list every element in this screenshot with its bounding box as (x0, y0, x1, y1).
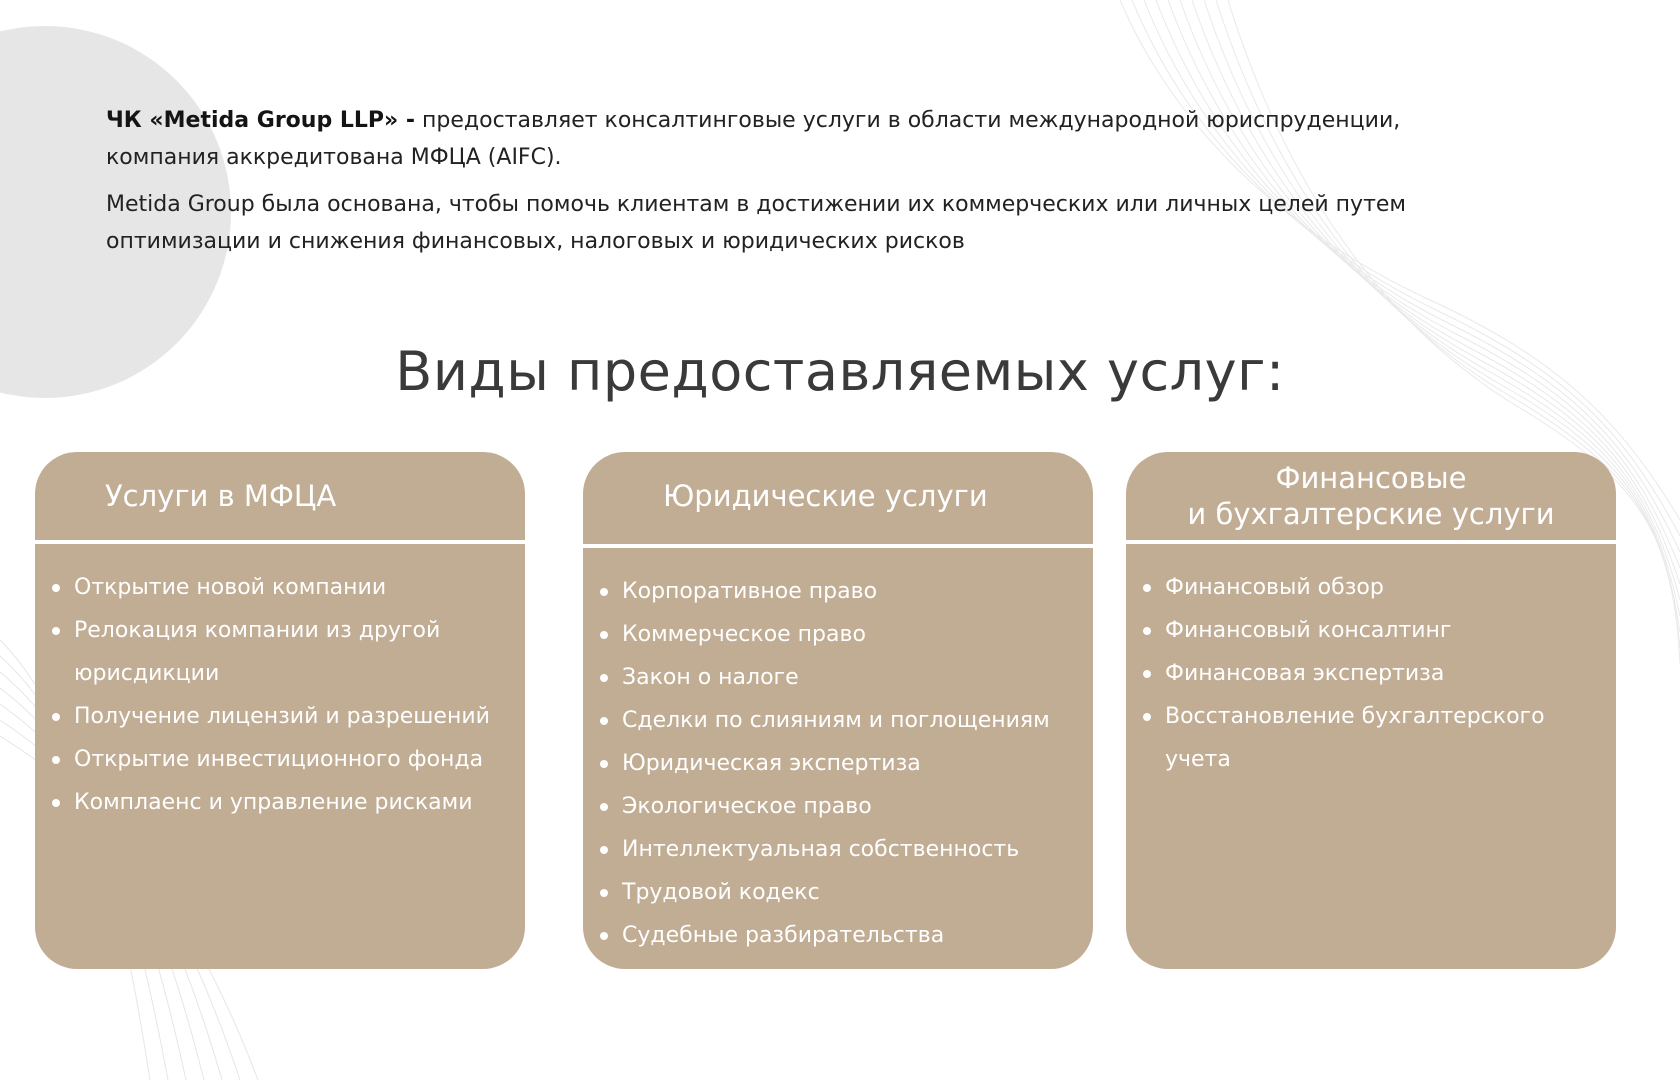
list-item (1126, 695, 1616, 781)
list-item-text: Восстановление бухгалтерского учета (1165, 704, 1545, 772)
bullet-icon (1143, 627, 1151, 635)
list-item-text: Финансовый консалтинг (1165, 618, 1452, 643)
list-item (583, 742, 1093, 785)
list-item-text: Получение лицензий и разрешений (74, 704, 490, 729)
bullet-icon (1143, 670, 1151, 678)
card-title: Услуги в МФЦА (105, 479, 337, 513)
list-item (1126, 652, 1616, 695)
list-item (583, 613, 1093, 656)
list-item (35, 781, 525, 824)
bullet-icon (600, 588, 608, 596)
bullet-icon (600, 803, 608, 811)
intro-paragraph-1 (106, 102, 1426, 176)
bullet-icon (600, 631, 608, 639)
list-item-text: Корпоративное право (622, 579, 878, 604)
list-item (35, 695, 525, 738)
bullet-icon (600, 760, 608, 768)
bullet-icon (1143, 584, 1151, 592)
list-item (583, 699, 1093, 742)
list-item (35, 738, 525, 781)
intro-paragraph-1-text: предоставляет консалтинговые услуги в области международной юриспруденции, компания аккредитована МФЦА (AIFC). (106, 108, 1401, 170)
bullet-icon (600, 889, 608, 897)
list-item-text: Финансовый обзор (1165, 575, 1384, 600)
list-item (583, 828, 1093, 871)
service-list (35, 544, 525, 824)
list-item-text: Финансовая экспертиза (1165, 661, 1445, 686)
list-item (583, 656, 1093, 699)
bullet-icon (52, 627, 60, 635)
card-aifc-services (35, 452, 525, 969)
list-item (583, 871, 1093, 914)
list-item (35, 566, 525, 609)
bullet-icon (600, 674, 608, 682)
list-item-text: Открытие инвестиционного фонда (74, 747, 484, 772)
bullet-icon (52, 713, 60, 721)
card-title: Финансовые и бухгалтерские услуги (1187, 461, 1555, 531)
intro-text (106, 102, 1426, 270)
list-item-text: Закон о налоге (622, 665, 799, 690)
bullet-icon (600, 932, 608, 940)
list-item-text: Трудовой кодекс (622, 880, 820, 905)
card-title: Юридические услуги (663, 479, 988, 513)
list-item (583, 785, 1093, 828)
list-item-text: Комплаенс и управление рисками (74, 790, 473, 815)
list-item-text: Судебные разбирательства (622, 923, 945, 948)
bullet-icon (52, 756, 60, 764)
list-item-text: Экологическое право (622, 794, 872, 819)
company-name: ЧК «Metida Group LLP» - (106, 108, 416, 133)
list-item-text: Релокация компании из другой юрисдикции (74, 618, 441, 686)
services-heading: Виды предоставляемых услуг: (395, 340, 1285, 403)
list-item (583, 914, 1093, 957)
bullet-icon (600, 717, 608, 725)
list-item-text: Сделки по слияниям и поглощениям (622, 708, 1050, 733)
list-item-text: Открытие новой компании (74, 575, 387, 600)
list-item (35, 609, 525, 695)
service-list (1126, 544, 1616, 781)
card-financial-services (1126, 452, 1616, 969)
list-item-text: Юридическая экспертиза (622, 751, 921, 776)
bullet-icon (52, 584, 60, 592)
bullet-icon (52, 799, 60, 807)
list-item (583, 570, 1093, 613)
list-item (1126, 609, 1616, 652)
list-item (1126, 566, 1616, 609)
bullet-icon (1143, 713, 1151, 721)
service-list (583, 548, 1093, 957)
card-legal-services (583, 452, 1093, 969)
bullet-icon (600, 846, 608, 854)
list-item-text: Интеллектуальная собственность (622, 837, 1020, 862)
list-item-text: Коммерческое право (622, 622, 866, 647)
intro-paragraph-2: Metida Group была основана, чтобы помочь клиентам в достижении их коммерческих или личных целей путем оптимизации и снижения финансовых, налоговых и юридических рисков (106, 192, 1407, 254)
